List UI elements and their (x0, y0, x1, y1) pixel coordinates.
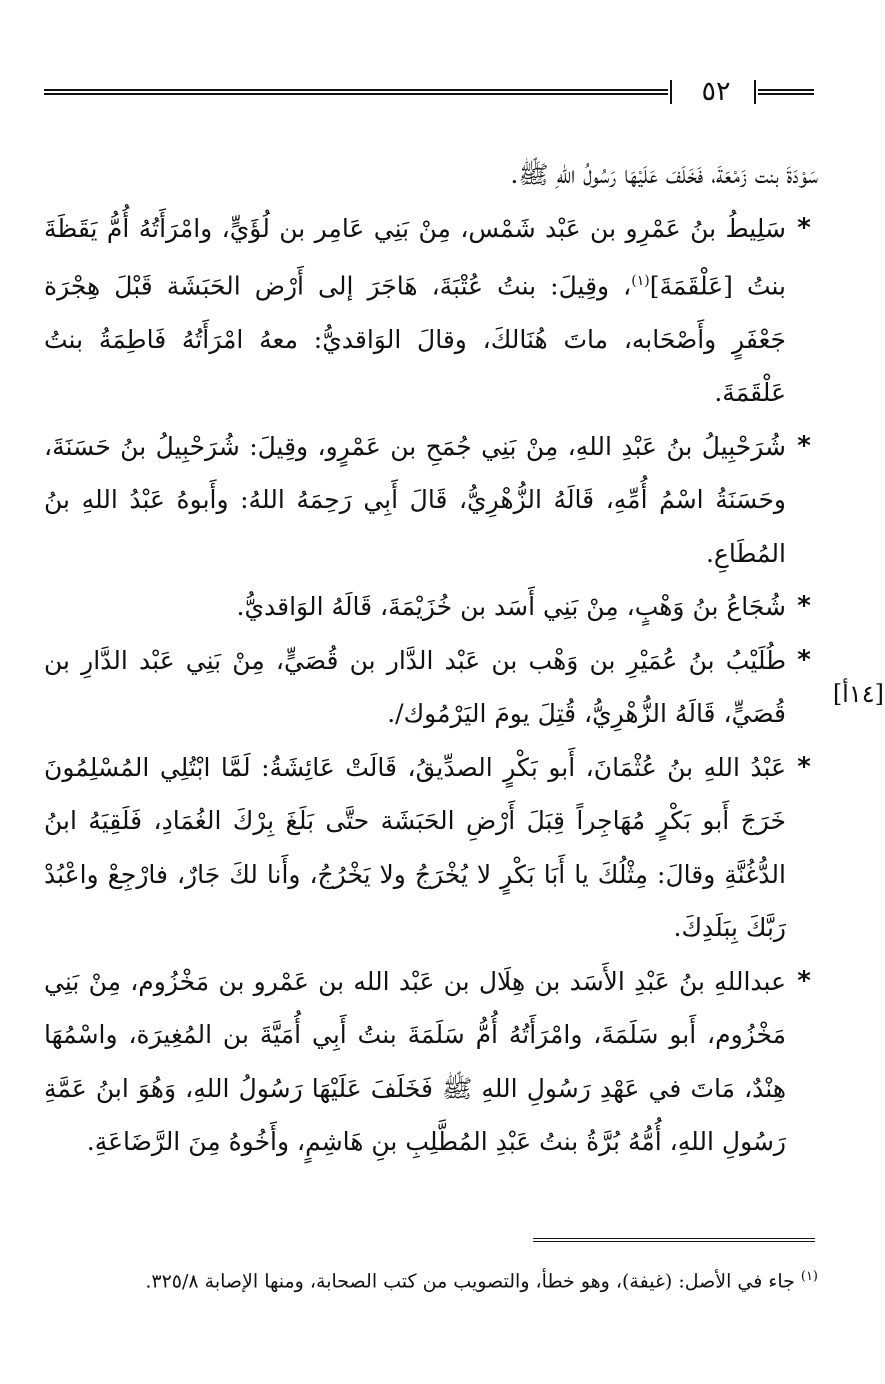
header-rule-left (44, 89, 668, 95)
entry-asterisk: * (797, 965, 811, 996)
entry-asterisk: * (797, 751, 811, 782)
entry-text: عَبْدُ اللهِ بنُ عُثْمَانَ، أَبو بَكْرٍ الصدِّيقُ، قَالَتْ عَائِشَةُ: لَمَّا ابْتُلِي المُسْلِمُونَ خَرَجَ أَبو بَكْرٍ مُهَاجِراً قِبَلَ أَرْضِ الحَبَشَة حتَّى بَلَغَ بِرْكَ الغُمَادِ، فَلَقِيَهُ ابنُ الدُّغُنَّةِ وقالَ: مِثْلُكَ يا أَبَا بَكْرٍ لا يُخْرَجُ ولا يَخْرُجُ، وأَنا لكَ جَارٌ، فارْجِعْ واعْبُدْ رَبَّكَ بِبَلَدِكَ. (44, 752, 786, 943)
page-header (44, 78, 814, 108)
entry-asterisk: * (797, 212, 811, 243)
header-rule-right (758, 89, 814, 95)
entry-text (44, 202, 786, 420)
entry-text: شُجَاعُ بنُ وَهْبٍ، مِنْ بَنِي أَسَد بن خُزَيْمَةَ، قَالَهُ الوَاقديُّ. (236, 592, 786, 622)
entry-abu-salama (44, 955, 818, 1169)
page-number: ٥٢ (701, 76, 731, 107)
header-divider-right (754, 80, 756, 104)
entry-shuja-ibn-wahb (44, 580, 818, 634)
entry-abu-bakr (44, 741, 818, 955)
entry-text: عبداللهِ بنُ عَبْدِ الأَسَد بن هِلَال بن عَبْد الله بن عَمْرو بن مَخْزُوم، مِنْ بَنِي مَخْزُوم، أَبو سَلَمَةَ، وامْرَأَتُهُ أُمُّ سَلَمَةَ بنتُ أَبِي أُمَيَّةَ بن المُغِيرَة، واسْمُهَا هِنْدٌ، مَاتَ في عَهْدِ رَسُولِ اللهِ ﷺ فَخَلَفَ عَلَيْهَا رَسُولُ اللهِ، وَهُوَ ابنُ عَمَّةِ رَسُولِ اللهِ، أُمُّهُ بُرَّةُ بنتُ عَبْدِ المُطَّلِبِ بنِ هَاشِمٍ، وأَخُوهُ مِنَ الرَّضَاعَةِ. (44, 966, 786, 1157)
paragraph-text: سَوْدَةَ بنت زَمْعَةَ، فَخَلَفَ عَلَيْهَا رَسُولُ اللهِ ﷺ. (510, 160, 818, 189)
entry-salit-ibn-amr (44, 202, 818, 420)
entry-asterisk: * (797, 644, 811, 675)
entry-text-part-1: سَلِيطُ بنُ عَمْرِو بن عَبْد شَمْس، مِنْ بَنِي عَامِر بن لُؤَيٍّ، وامْرَأَتُهُ أُمُّ يَقَظَةَ بنتُ [عَلْقَمَةَ] (44, 213, 787, 301)
entry-tulayb-ibn-umayr (44, 634, 818, 741)
entry-shurahbil (44, 420, 818, 581)
main-text (44, 148, 818, 1169)
footnote-mark: (١) (800, 1269, 818, 1284)
footnote-text: جاء في الأصل: (غيفة)، وهو خطأ، والتصويب من كتب الصحابة، ومنها الإصابة ٣٢٥/٨. (145, 1270, 795, 1293)
entry-text: طُلَيْبُ بنُ عُمَيْرِ بن وَهْب بن عَبْد الدَّار بن قُصَيٍّ، مِنْ بَنِي عَبْد الدَّارِ بن قُصَيٍّ، قَالَهُ الزُّهْرِيُّ، قُتِلَ يومَ اليَرْمُوك/. (44, 645, 786, 729)
header-divider-left (670, 80, 672, 104)
footnote-reference[interactable]: (١) (631, 273, 650, 289)
entry-text: شُرَحْبِيلُ بنُ عَبْدِ اللهِ، مِنْ بَنِي جُمَحِ بن عَمْرٍو، وقِيلَ: شُرَحْبِيلُ بنُ حَسَنَةَ، وحَسَنَةُ اسْمُ أُمِّهِ، قَالَهُ الزُّهْرِيُّ، قَالَ أَبِي رَحِمَهُ اللهُ: وأَبوهُ عَبْدُ اللهِ بنُ المُطَاعِ. (44, 431, 786, 568)
paragraph-continuation (44, 148, 818, 202)
entry-asterisk: * (797, 430, 811, 461)
entry-text-part-2: ، وقِيلَ: بنتُ عُتْبَةَ، هَاجَرَ إلى أَرْض الحَبَشَة قَبْلَ هِجْرَة جَعْفَرٍ وأَصْحَابه، ماتَ هُنَالكَ، وقالَ الوَاقديُّ: معهُ امْرَأَتُهُ فَاطِمَةُ بنتُ عَلْقَمَةَ. (44, 271, 786, 408)
footnote-separator (533, 1238, 815, 1242)
footnote (44, 1262, 818, 1296)
manuscript-folio-marker: [١٤أ] (832, 680, 884, 708)
entry-asterisk: * (797, 591, 811, 622)
